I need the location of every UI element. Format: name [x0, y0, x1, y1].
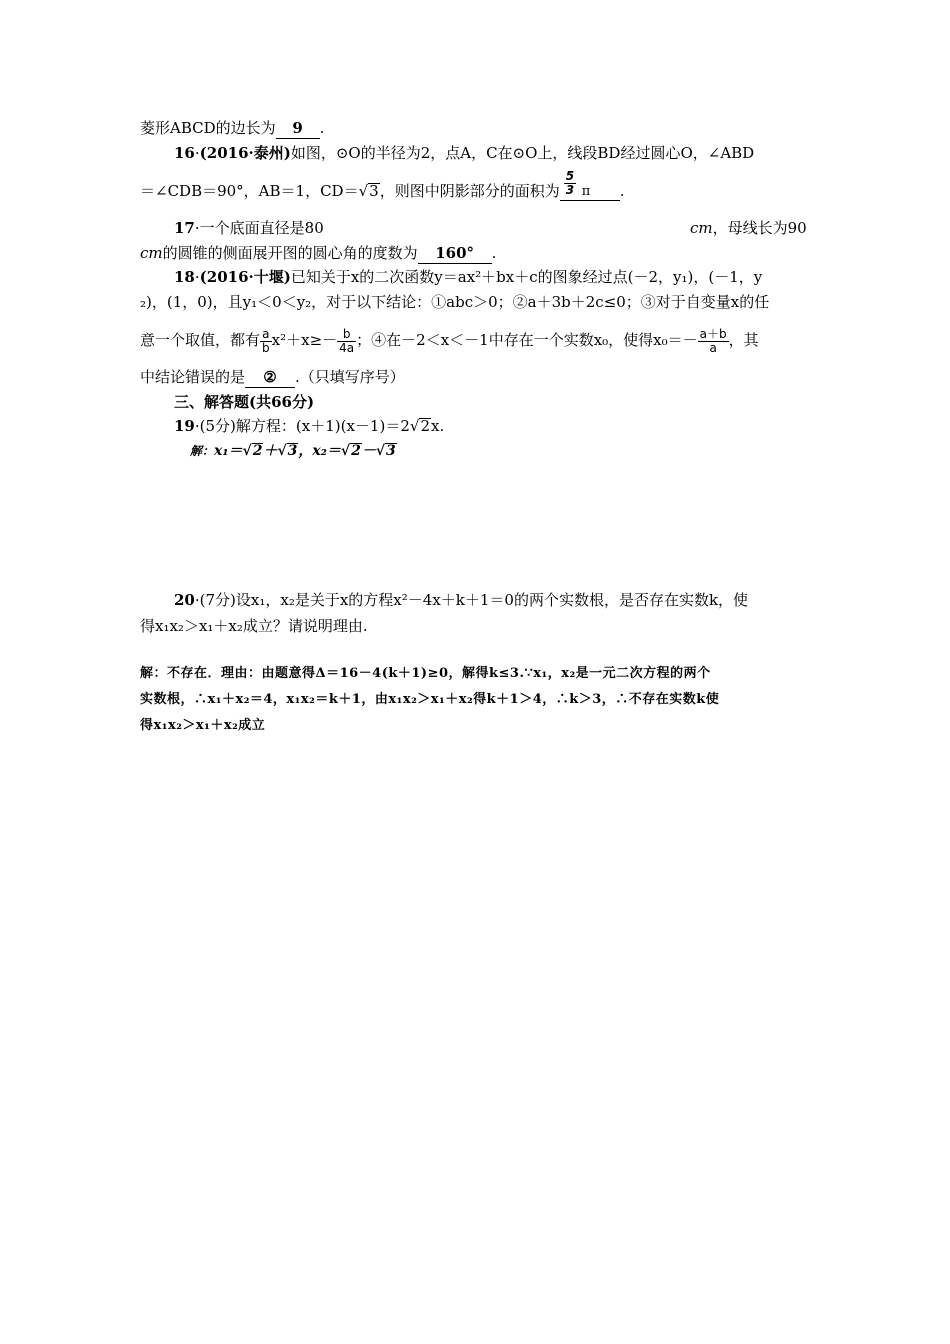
q18-line3: 意一个取值，都有 $\frac{a}{b}$ x²＋x≥－ $\frac{b}{4a}$ ；④在－2＜x＜－1中存在一个实数x₀，使得x₀＝－ $\frac{a+b}{a}$ ，其	[140, 326, 759, 355]
q18-answer: ②	[245, 367, 295, 388]
q19-line1: 19·(5分)解方程：(x＋1)(x－1)＝2√2x.	[174, 417, 445, 435]
q20-solution-line3: 得x₁x₂＞x₁＋x₂成立	[140, 718, 266, 733]
fraction-a-plus-b-over-a: $\frac{a+b}{a}$	[699, 326, 727, 355]
q17-answer: 160°	[418, 243, 492, 264]
q17-line2: cm的圆锥的侧面展开图的圆心角的度数为 160° .	[140, 244, 497, 262]
q19-solution: 解：x₁＝√2＋√3，x₂＝√2－√3	[190, 443, 396, 459]
q16-source: (2016·泰州)	[199, 144, 291, 162]
sqrt-2: √2	[409, 417, 430, 435]
q16-line2: ＝∠CDB＝90°，AB＝1，CD＝√3，则图中阴影部分的面积为 $\frac{5}{3}$ π .	[140, 169, 625, 200]
sqrt-3: √3	[358, 182, 379, 200]
q20-line2: 得x₁x₂＞x₁＋x₂成立？请说明理由.	[140, 617, 368, 635]
q20-line1: 20·(7分)设x₁，x₂是关于x的方程x²－4x＋k＋1＝0的两个实数根，是否存在实数k，使	[174, 591, 749, 609]
q20-solution-line2: 实数根，∴x₁＋x₂＝4，x₁x₂＝k＋1，由x₁x₂＞x₁＋x₂得k＋1＞4，∴k＞3，∴不存在实数k使	[140, 692, 720, 707]
section-title: 三、解答题(共66分)	[174, 393, 315, 411]
q18-line2: ₂)，(1，0)，且y₁＜0＜y₂，对于以下结论：①abc＞0；②a＋3b＋2c≤0；③对于自变量x的任	[140, 293, 770, 311]
q16-answer-blank: $\frac{5}{3}$ π	[560, 182, 620, 201]
fraction-b-over-4a: $\frac{b}{4a}$	[339, 326, 355, 355]
q15-answer: 9	[276, 118, 320, 139]
q20-solution-line1: 解：不存在．理由：由题意得Δ＝16－4(k＋1)≥0，解得k≤3.∵x₁，x₂是一元二次方程的两个	[140, 666, 711, 681]
q17-line1-left: 17·一个底面直径是80	[174, 219, 324, 237]
q16-line1: 16·(2016·泰州)如图，⊙O的半径为2，点A，C在⊙O上，线段BD经过圆心O，∠ABD	[174, 144, 755, 162]
fraction-a-over-b: $\frac{a}{b}$	[262, 326, 270, 355]
q18-line4: 中结论错误的是 ② .（只填写序号）	[140, 368, 405, 386]
q18-line1: 18·(2016·十堰)已知关于x的二次函数y＝ax²＋bx＋c的图象经过点(－2，y₁)，(－1，y	[174, 268, 763, 286]
q18-source: (2016·十堰)	[199, 268, 291, 286]
q15-tail: 菱形ABCD的边长为 9 .	[140, 119, 325, 137]
q17-line1-right: cm，母线长为90	[690, 219, 807, 237]
q16-answer-fraction: $\frac{5}{3}$	[565, 169, 575, 197]
